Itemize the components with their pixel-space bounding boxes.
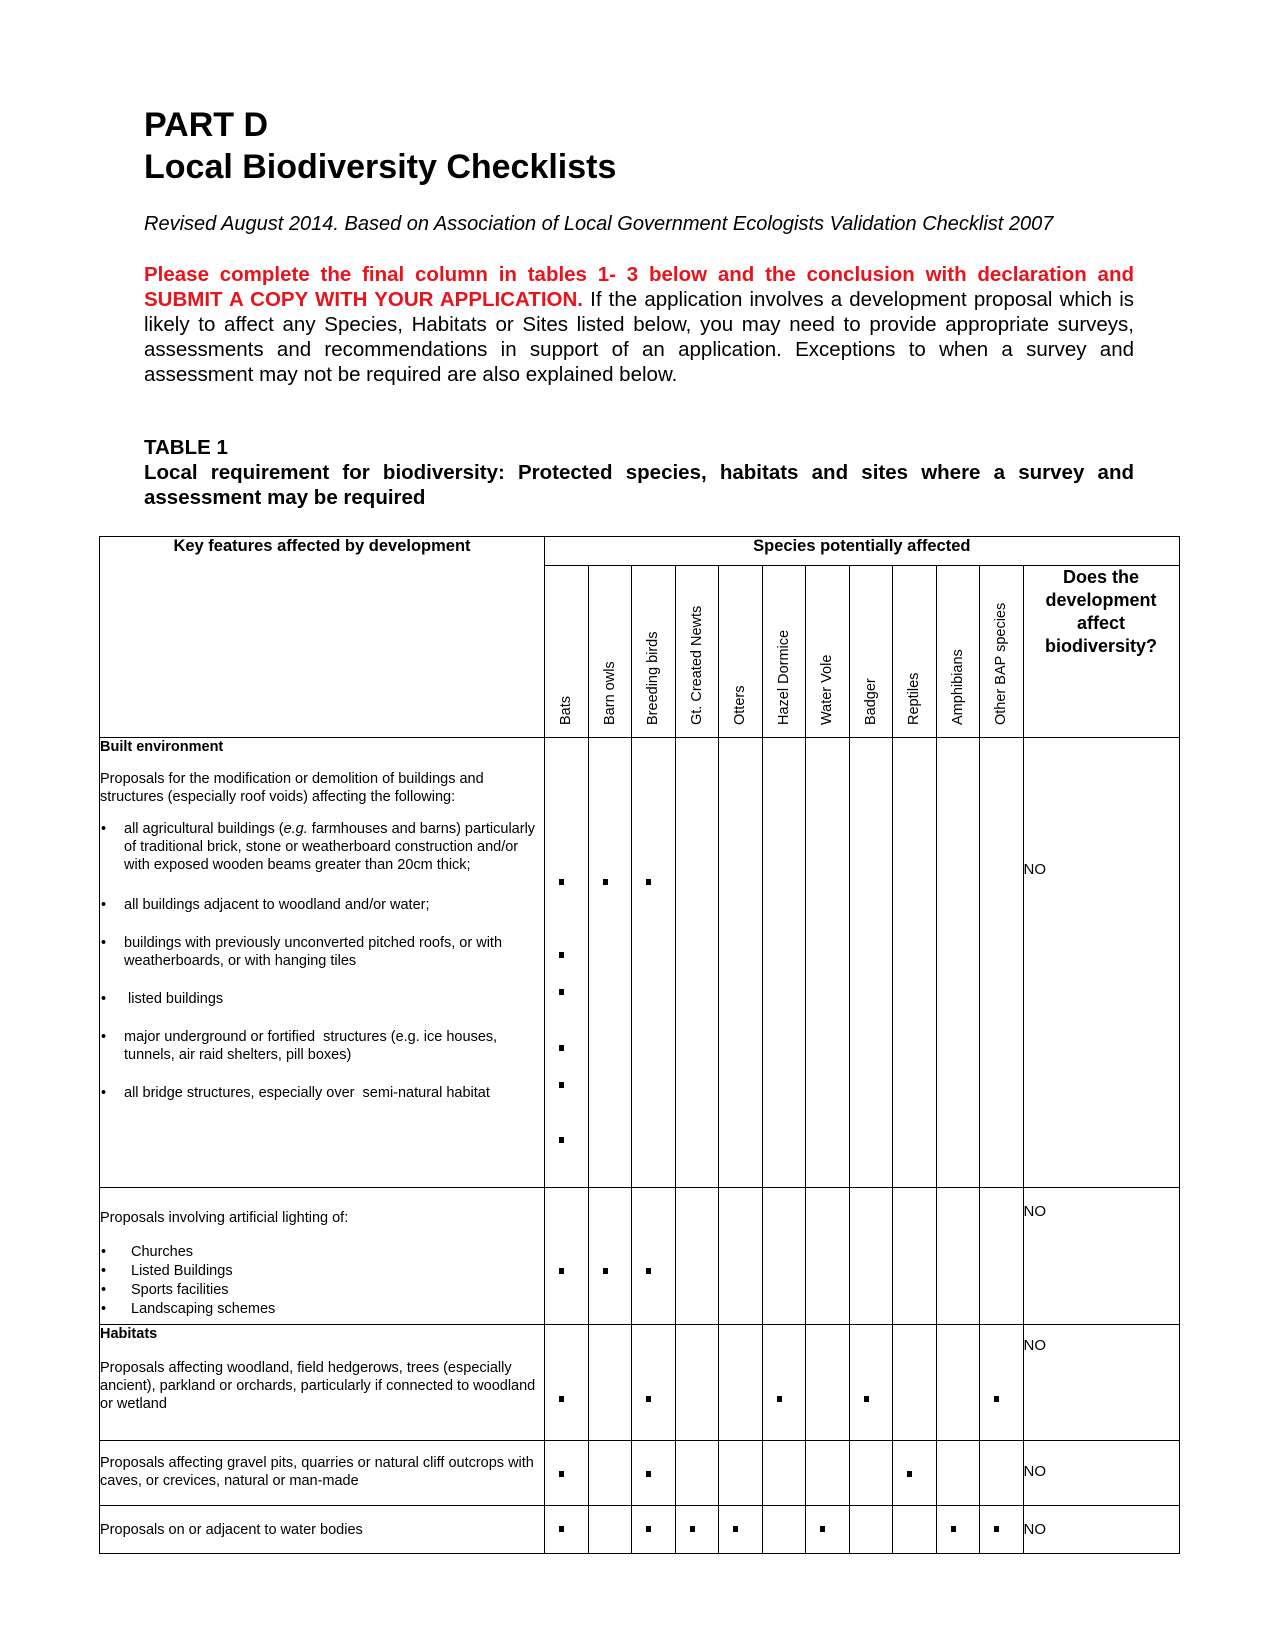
mark-bats [545, 1188, 589, 1325]
marker-icon [559, 1137, 564, 1143]
feature-cell [100, 1188, 545, 1325]
species-col-badger: Badger [849, 566, 893, 738]
species-col-reptiles: Reptiles [893, 566, 937, 738]
mark-hazel-dormice [762, 1325, 806, 1441]
mark-breeding-birds [632, 1325, 676, 1441]
row-description: Proposals for the modification or demolition of buildings and structures (especially roof voids) affecting the following: [100, 771, 484, 805]
mark-reptiles [893, 1441, 937, 1506]
mark-barn-owls [588, 1188, 632, 1325]
answer-cell[interactable]: NO [1023, 1441, 1179, 1506]
marker-icon [646, 1268, 651, 1274]
answer-cell[interactable]: NO [1023, 1188, 1179, 1325]
bullet-item: • all buildings adjacent to woodland and/or water; [100, 896, 544, 914]
marker-icon [559, 879, 564, 885]
bullet-item: • major underground or fortified structures (e.g. ice houses, tunnels, air raid shelters, pill boxes) [100, 1028, 544, 1064]
marker-icon [603, 879, 608, 885]
species-col-great-crested-newts: Gt. Created Newts [675, 566, 719, 738]
row-description: Proposals affecting gravel pits, quarries or natural cliff outcrops with caves, or crevices, natural or man-made [100, 1455, 534, 1489]
mark-breeding-birds [632, 1188, 676, 1325]
bullet-item: • listed buildings [100, 990, 544, 1008]
feature-cell [100, 1506, 545, 1554]
marker-icon [646, 879, 651, 885]
mark-otters [719, 1506, 763, 1554]
mark-bats [545, 738, 589, 1188]
revision-note: Revised August 2014. Based on Association of Local Government Ecologists Validation Checklist 2007 [144, 213, 1054, 235]
species-col-water-vole: Water Vole [806, 566, 850, 738]
bullet-item: • Listed Buildings [100, 1262, 544, 1280]
marker-icon [559, 952, 564, 958]
row-description: Proposals involving artificial lighting of: [100, 1210, 349, 1226]
marker-icon [994, 1526, 999, 1532]
feature-cell [100, 738, 545, 1188]
mark-breeding-birds [632, 738, 676, 1188]
mark-bats [545, 1506, 589, 1554]
species-col-otters: Otters [719, 566, 763, 738]
key-features-header: Key features affected by development [100, 537, 545, 738]
species-col-hazel-dormice: Hazel Dormice [762, 566, 806, 738]
mark-water-vole [806, 1506, 850, 1554]
bullet-item: • Landscaping schemes [100, 1300, 544, 1318]
mark-breeding-birds [632, 1506, 676, 1554]
bullet-item: • Sports facilities [100, 1281, 544, 1299]
biodiversity-checklist-table [99, 536, 1180, 1554]
part-label: PART D [144, 106, 269, 144]
mark-amphibians [936, 1506, 980, 1554]
mark-other-bap [980, 1325, 1024, 1441]
mark-breeding-birds [632, 1441, 676, 1506]
section-title: Built environment [100, 739, 224, 755]
table-subtitle: Local requirement for biodiversity: Protected species, habitats and sites where a survey and assessment may be required [144, 461, 1134, 509]
page-title [144, 104, 616, 188]
marker-icon [646, 1526, 651, 1532]
marker-icon [646, 1396, 651, 1402]
bullet-item: • all bridge structures, especially over semi-natural habitat [100, 1084, 544, 1102]
row-description: Proposals affecting woodland, field hedgerows, trees (especially ancient), parkland or orchards, particularly if connected to woodland or wetland [100, 1360, 536, 1412]
marker-icon [559, 989, 564, 995]
mark-bats [545, 1441, 589, 1506]
marker-icon [559, 1526, 564, 1532]
mark-barn-owls [588, 738, 632, 1188]
instruction-text: Please complete the final column in tables 1- 3 below and the conclusion with declaration and SUBMIT A COPY WITH YOUR APPLICATION. [144, 263, 1134, 311]
marker-icon [559, 1396, 564, 1402]
marker-icon [994, 1396, 999, 1402]
affects-biodiversity-header: Does the development affect biodiversity? [1023, 566, 1179, 738]
mark-great-crested-newts [675, 1506, 719, 1554]
table-row-habitats-woodland [100, 1325, 1180, 1441]
marker-icon [864, 1396, 869, 1402]
marker-icon [907, 1471, 912, 1477]
table-row-built-environment [100, 738, 1180, 1188]
bullet-item: • Churches [100, 1243, 544, 1261]
marker-icon [559, 1471, 564, 1477]
mark-badger [849, 1325, 893, 1441]
table-row-water-bodies [100, 1506, 1180, 1554]
species-col-barn-owls: Barn owls [588, 566, 632, 738]
mark-bats [545, 1325, 589, 1441]
feature-cell [100, 1441, 545, 1506]
answer-cell[interactable]: NO [1023, 1506, 1179, 1554]
marker-icon [951, 1526, 956, 1532]
marker-icon [559, 1045, 564, 1051]
marker-icon [559, 1268, 564, 1274]
table-row-artificial-lighting [100, 1188, 1180, 1325]
species-header: Species potentially affected [545, 537, 1180, 566]
answer-cell[interactable]: NO [1023, 738, 1179, 1188]
marker-icon [603, 1268, 608, 1274]
bullet-item: • all agricultural buildings (e.g. farmhouses and barns) particularly of traditional brick, stone or weatherboard construction and/or with exposed wooden beams greater than 20cm thick; [100, 820, 544, 874]
row-description: Proposals on or adjacent to water bodies [100, 1522, 363, 1538]
table-heading [144, 435, 1134, 510]
feature-cell [100, 1325, 545, 1441]
mark-other-bap [980, 1506, 1024, 1554]
marker-icon [820, 1526, 825, 1532]
species-col-amphibians: Amphibians [936, 566, 980, 738]
table-number: TABLE 1 [144, 436, 228, 459]
intro-paragraph [144, 262, 1134, 387]
section-title: Habitats [100, 1326, 158, 1342]
species-col-breeding-birds: Breeding birds [632, 566, 676, 738]
answer-cell[interactable]: NO [1023, 1325, 1179, 1441]
marker-icon [733, 1526, 738, 1532]
table-row-gravel-pits [100, 1441, 1180, 1506]
document-title: Local Biodiversity Checklists [144, 148, 617, 186]
bullet-item: • buildings with previously unconverted pitched roofs, or with weatherboards, or with hanging tiles [100, 934, 544, 970]
marker-icon [559, 1082, 564, 1088]
species-col-other-bap: Other BAP species [980, 566, 1024, 738]
marker-icon [777, 1396, 782, 1402]
marker-icon [646, 1471, 651, 1477]
intro-body: If the application involves a development proposal which is likely to affect any Species, Habitats or Sites listed below, you may need to provide appropriate surveys, assessments and recommendations in support of an application. Exceptions to when a survey and assessment may not be required are also explained below. [144, 288, 1134, 386]
marker-icon [690, 1526, 695, 1532]
species-col-bats: Bats [545, 566, 589, 738]
